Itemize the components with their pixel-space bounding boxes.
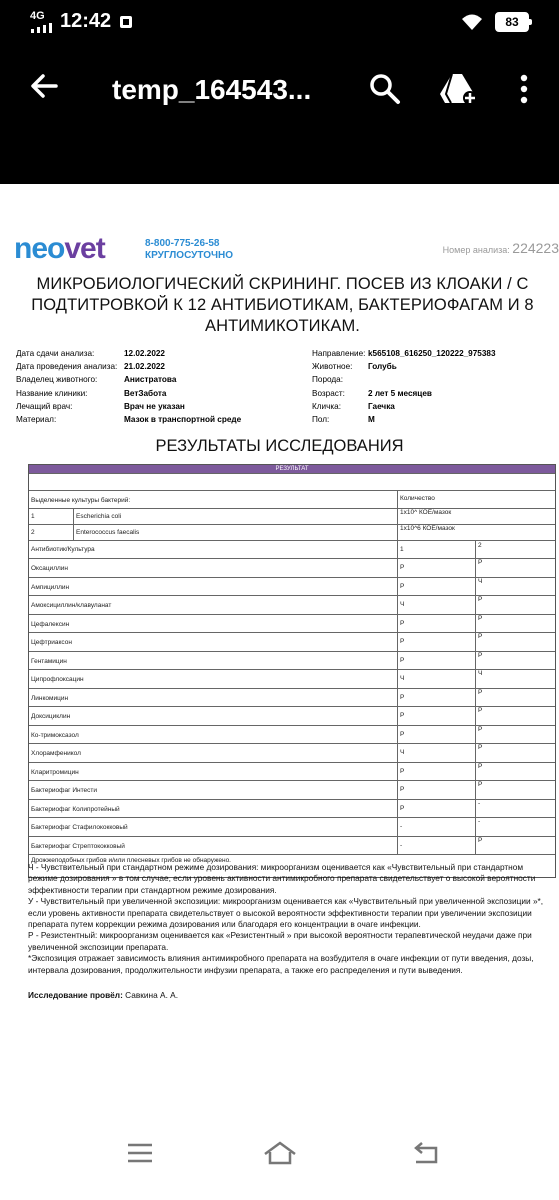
info-value: Голубь	[368, 362, 397, 372]
row-c2: Р	[475, 559, 555, 577]
row-c1: Р	[397, 652, 475, 670]
row-c2: -	[475, 818, 555, 836]
row-c1: Р	[397, 800, 475, 818]
row-name: Цефалексин	[31, 620, 70, 628]
clinic-phone	[145, 238, 233, 262]
info-label: Направление:	[312, 349, 366, 358]
info-label: Название клиники:	[16, 388, 88, 398]
info-row	[312, 387, 496, 400]
row-c1: Ч	[397, 596, 475, 614]
row-c2: Р	[475, 781, 555, 799]
results-table	[28, 464, 556, 878]
row-c1: Р	[397, 615, 475, 633]
row-c2: Р	[475, 633, 555, 651]
info-label: Возраст:	[312, 388, 345, 398]
document-title: temp_164543...	[112, 74, 312, 105]
row-name: Ампициллин	[31, 583, 70, 591]
row-c1: Р	[397, 763, 475, 781]
battery-indicator: 83	[495, 12, 529, 32]
back-icon[interactable]	[412, 1142, 440, 1166]
table-footer: Дрожжеподобных грибов и/или плесневых грибов не обнаружено.	[31, 857, 231, 864]
row-name: Доксициклин	[31, 713, 71, 720]
row-c1: -	[397, 818, 475, 836]
table-row	[29, 743, 555, 762]
row-c1: Р	[397, 559, 475, 577]
table-row	[29, 762, 555, 781]
row-name: Бактериофаг Стрептококковый	[31, 842, 125, 850]
table-row	[29, 651, 555, 670]
network-type: 4G	[30, 9, 45, 22]
info-value: k565108_616250_120222_975383	[368, 349, 496, 358]
info-row	[16, 413, 241, 426]
row-c2: Р	[475, 707, 555, 725]
row-c1: Ч	[397, 744, 475, 762]
info-label: Владелец животного:	[16, 375, 98, 385]
info-value: 2 лет 5 месяцев	[368, 388, 432, 398]
table-row	[29, 817, 555, 836]
table-row	[29, 669, 555, 688]
row-name: Линкомицин	[31, 694, 69, 702]
row-name: Бактериофаг Колипротейный	[31, 805, 120, 813]
clock: 12:42	[60, 10, 112, 32]
author	[28, 990, 178, 1000]
info-row	[312, 400, 496, 413]
info-left	[16, 347, 241, 426]
signal-icon	[30, 11, 52, 33]
author-label: Исследование провёл:	[28, 990, 123, 1000]
table-row	[29, 614, 555, 633]
row-c1: -	[397, 837, 475, 855]
table-header: РЕЗУЛЬТАТ	[29, 465, 555, 473]
info-row	[312, 373, 496, 386]
home-icon[interactable]	[262, 1140, 298, 1166]
phone-hours: КРУГЛОСУТОЧНО	[145, 250, 234, 261]
table-row	[29, 799, 555, 818]
row-name: Ципрофлоксацин	[31, 676, 84, 683]
culture-qty: 1x10^ КОЕ/мазок	[397, 509, 555, 524]
row-c2: Р	[475, 837, 555, 855]
info-label: Животное:	[312, 362, 353, 372]
culture-name: Escherichia coli	[73, 509, 397, 524]
info-row	[16, 360, 241, 373]
info-right	[312, 347, 496, 426]
legend-note: Ч - Чувствительный при стандартном режиме дозирования: микроорганизм оценивается как «Чувствительный при стандартном режиме дозирования » в том случае, если уровень активности антимикробного препарата свидетельствует о высокой вероятности эффективности терапии при стандартном режиме дозирования.	[28, 862, 536, 895]
row-c1: Р	[397, 689, 475, 707]
row-c2: Ч	[475, 578, 555, 596]
ab-header-c2: 2	[475, 541, 555, 558]
legend-note: У - Чувствительный при увеличенной экспозиции: микроорганизм оценивается как «Чувствительный при увеличенной экспозиции »*, если уровень активности препарата свидетельствует о высокой вероятности эффективности терапии при увеличении экспозиции препарата путем коррекции режима дозирования или благодаря его концентрации в очаге инфекции.	[28, 896, 544, 930]
info-value: Гаечка	[368, 401, 395, 411]
row-name: Цефтриаксон	[31, 639, 72, 646]
document-page[interactable]	[0, 184, 559, 1106]
row-name: Оксациллин	[31, 565, 68, 572]
row-name: Бактериофаг Интести	[31, 787, 97, 794]
row-c2: Р	[475, 726, 555, 744]
row-name: Хлорамфеникол	[31, 750, 81, 757]
ab-header-name: Антибиотик/Культура	[31, 546, 95, 553]
row-c2: Р	[475, 652, 555, 670]
culture-row	[29, 524, 555, 540]
notification-icon	[119, 15, 133, 29]
row-c1: Р	[397, 781, 475, 799]
info-label: Лечащий врач:	[16, 401, 73, 411]
info-value: 12.02.2022	[124, 349, 165, 358]
table-row	[29, 836, 555, 855]
neovet-logo: neovet	[14, 232, 105, 265]
row-c1: Р	[397, 633, 475, 651]
row-name: Ко-тримоксазол	[31, 731, 79, 739]
table-row	[29, 725, 555, 744]
info-row	[16, 400, 241, 413]
culture-num: 2	[31, 529, 35, 536]
status-bar	[0, 0, 559, 44]
row-c2: Р	[475, 689, 555, 707]
info-label: Кличка:	[312, 401, 341, 411]
info-row	[312, 413, 496, 426]
analysis-number	[443, 240, 559, 256]
info-value: М	[368, 415, 375, 425]
table-row	[29, 706, 555, 725]
row-c1: Р	[397, 726, 475, 744]
info-value: 21.02.2022	[124, 362, 165, 372]
analysis-number-value: 224223	[512, 240, 559, 256]
info-value: Анистратова	[124, 375, 177, 385]
info-row	[16, 387, 241, 400]
table-row	[29, 688, 555, 707]
navigation-bar	[0, 1106, 559, 1200]
info-value: ВетЗабота	[124, 388, 167, 398]
info-row	[312, 347, 496, 360]
table-row	[29, 632, 555, 651]
author-name: Савкина А. А.	[125, 990, 179, 1000]
culture-qty: 1x10^6 КОЕ/мазок	[397, 525, 555, 540]
results-title: РЕЗУЛЬТАТЫ ИССЛЕДОВАНИЯ	[155, 437, 404, 455]
legend-note: *Экспозиция отражает зависимость влияния антимикробного препарата на возбудителя в очаге инфекции от пути введения, дозы, интервала дозирования, продолжительности инфузии препарата, а также его распределения и пути выведения.	[28, 953, 534, 975]
info-row	[312, 360, 496, 373]
search-icon[interactable]	[368, 72, 402, 106]
info-label: Дата проведения анализа:	[16, 362, 118, 372]
info-value: Врач не указан	[124, 401, 185, 411]
drive-add-icon[interactable]	[440, 72, 478, 106]
row-c2: Р	[475, 615, 555, 633]
info-label: Пол:	[312, 415, 330, 425]
row-c1: Ч	[397, 670, 475, 688]
row-c2: Р	[475, 596, 555, 614]
row-c2: Р	[475, 763, 555, 781]
ab-header-c1: 1	[397, 541, 475, 558]
legend-notes	[28, 862, 550, 976]
back-arrow-icon[interactable]	[28, 70, 60, 102]
analysis-number-label: Номер анализа:	[442, 245, 510, 255]
cultures-label: Выделенные культуры бактерий:	[31, 497, 131, 504]
row-name: Бактериофаг Стафилококковый	[31, 824, 128, 831]
quantity-label: Количество	[397, 491, 555, 508]
phone-number: 8-800-775-26-58	[145, 238, 220, 249]
app-bar	[0, 44, 559, 184]
culture-name: Enterococcus faecalis	[73, 525, 397, 540]
info-row	[16, 347, 241, 360]
wifi-icon	[461, 13, 483, 31]
row-name: Кларитромицин	[31, 768, 79, 776]
table-row	[29, 780, 555, 799]
row-c2: Ч	[475, 670, 555, 688]
table-row	[29, 558, 555, 577]
report-heading: МИКРОБИОЛОГИЧЕСКИЙ СКРИНИНГ. ПОСЕВ ИЗ КЛОАКИ / С ПОДТИТРОВКОЙ К 12 АНТИБИОТИКАМ, БАКТЕРИОФАГАМ И 8 АНТИМИКОТИКАМ.	[31, 275, 534, 335]
culture-num: 1	[31, 513, 35, 520]
info-label: Дата сдачи анализа:	[16, 349, 95, 358]
row-c2: -	[475, 800, 555, 818]
info-value: Мазок в транспортной среде	[124, 415, 242, 425]
row-name: Гентамицин	[31, 657, 67, 665]
table-row	[29, 577, 555, 596]
row-c1: Р	[397, 578, 475, 596]
info-label: Материал:	[16, 415, 57, 425]
row-name: Амоксициллин/клавуланат	[31, 602, 112, 609]
more-vert-icon[interactable]	[518, 72, 530, 106]
row-c1: Р	[397, 707, 475, 725]
culture-row	[29, 508, 555, 524]
info-label: Порода:	[312, 375, 343, 385]
info-row	[16, 373, 241, 386]
menu-icon[interactable]	[126, 1142, 154, 1164]
legend-note: Р - Резистентный: микроорганизм оценивается как «Резистентный » при высокой вероятности терапевтической неудачи даже при увеличенной экспозиции препарата.	[28, 930, 532, 952]
row-c2: Р	[475, 744, 555, 762]
table-row	[29, 595, 555, 614]
